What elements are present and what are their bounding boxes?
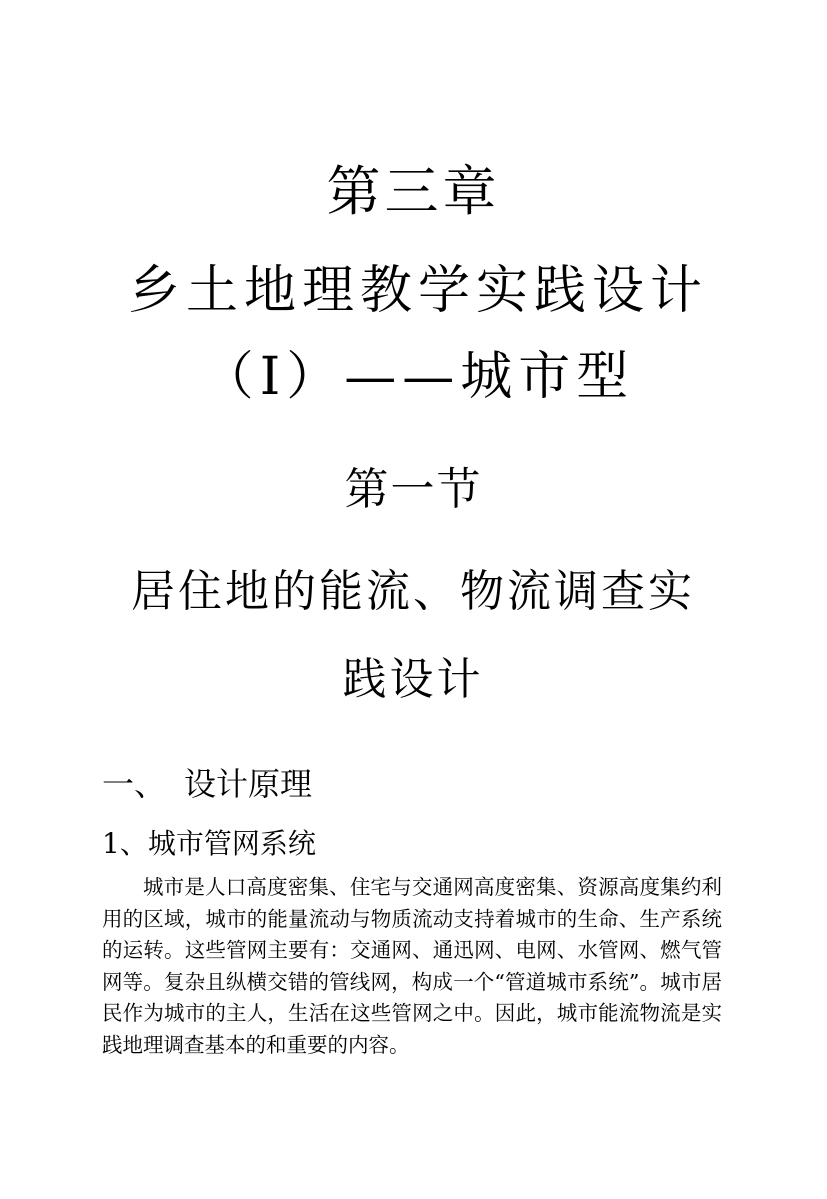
heading-urban-pipe-network: 1、城市管网系统 <box>102 827 316 860</box>
chapter-title: 乡土地理教学实践设计（I）——城市型 <box>127 261 708 407</box>
section-title: 居住地的能流、物流调查实践设计 <box>131 566 695 705</box>
section-label: 第一节 <box>344 464 483 515</box>
heading-1-number: 一、 <box>102 765 167 803</box>
chapter-label: 第三章 <box>326 160 501 223</box>
heading-design-principle <box>102 764 312 804</box>
body-paragraph: 城市是人口高度密集、住宅与交通网高度密集、资源高度集约利用的区域，城市的能量流动与物质流动支持着城市的生命、生产系统的运转。这些管网主要有：交通网、通迅网、电网、水管网、燃气管网等。复杂且纵横交错的管线网，构成一个“管道城市系统”。城市居民作为城市的主人，生活在这些管网之中。因此，城市能流物流是实践地理调查基本的和重要的内容。 <box>102 875 722 1057</box>
heading-1-text: 设计原理 <box>184 765 313 803</box>
